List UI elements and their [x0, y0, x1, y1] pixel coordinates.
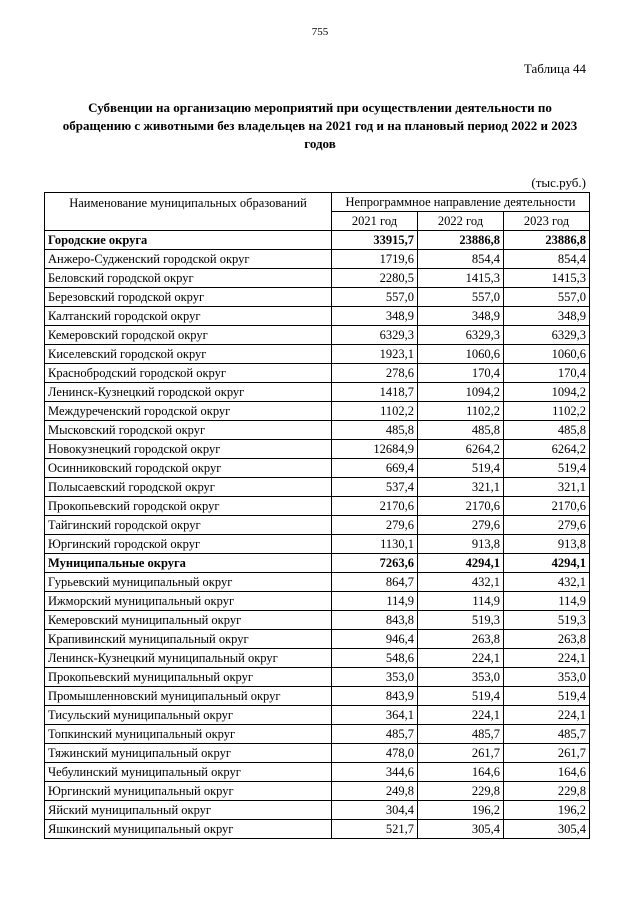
municipality-name: Ижморский муниципальный округ — [45, 592, 332, 611]
table-row — [45, 763, 590, 782]
value-2022: 305,4 — [418, 820, 504, 839]
value-2021: 33915,7 — [332, 231, 418, 250]
table-row — [45, 326, 590, 345]
value-2021: 278,6 — [332, 364, 418, 383]
table-row — [45, 307, 590, 326]
municipality-name: Калтанский городской округ — [45, 307, 332, 326]
table-row — [45, 725, 590, 744]
municipality-name: Осинниковский городской округ — [45, 459, 332, 478]
column-header-2021: 2021 год — [332, 212, 418, 231]
value-2023: 23886,8 — [504, 231, 590, 250]
value-2021: 946,4 — [332, 630, 418, 649]
table-row — [45, 706, 590, 725]
value-2022: 321,1 — [418, 478, 504, 497]
value-2022: 196,2 — [418, 801, 504, 820]
municipality-name: Березовский городской округ — [45, 288, 332, 307]
value-2022: 348,9 — [418, 307, 504, 326]
value-2022: 854,4 — [418, 250, 504, 269]
table-row — [45, 782, 590, 801]
units-label: (тыс.руб.) — [531, 175, 586, 190]
table-row — [45, 820, 590, 839]
value-2021: 521,7 — [332, 820, 418, 839]
value-2022: 432,1 — [418, 573, 504, 592]
table-row — [45, 440, 590, 459]
value-2022: 279,6 — [418, 516, 504, 535]
table-row — [45, 687, 590, 706]
table-row — [45, 649, 590, 668]
value-2023: 170,4 — [504, 364, 590, 383]
table-row — [45, 535, 590, 554]
value-2023: 519,3 — [504, 611, 590, 630]
value-2023: 1415,3 — [504, 269, 590, 288]
value-2022: 2170,6 — [418, 497, 504, 516]
value-2022: 1415,3 — [418, 269, 504, 288]
municipality-name: Новокузнецкий городской округ — [45, 440, 332, 459]
subsidy-table — [44, 192, 590, 839]
value-2022: 6264,2 — [418, 440, 504, 459]
value-2023: 4294,1 — [504, 554, 590, 573]
value-2021: 537,4 — [332, 478, 418, 497]
municipality-name: Муниципальные округа — [45, 554, 332, 573]
municipality-name: Юргинский городской округ — [45, 535, 332, 554]
table-row — [45, 421, 590, 440]
value-2021: 478,0 — [332, 744, 418, 763]
table-row — [45, 668, 590, 687]
value-2023: 432,1 — [504, 573, 590, 592]
value-2021: 843,8 — [332, 611, 418, 630]
municipality-name: Ленинск-Кузнецкий городской округ — [45, 383, 332, 402]
table-row — [45, 801, 590, 820]
value-2021: 7263,6 — [332, 554, 418, 573]
value-2023: 1102,2 — [504, 402, 590, 421]
value-2023: 164,6 — [504, 763, 590, 782]
table-row — [45, 288, 590, 307]
table-row — [45, 744, 590, 763]
column-header-name: Наименование муниципальных образований — [45, 193, 332, 231]
value-2022: 4294,1 — [418, 554, 504, 573]
municipality-name: Прокопьевский муниципальный округ — [45, 668, 332, 687]
table-row — [45, 402, 590, 421]
value-2023: 6329,3 — [504, 326, 590, 345]
value-2023: 321,1 — [504, 478, 590, 497]
value-2023: 114,9 — [504, 592, 590, 611]
value-2023: 519,4 — [504, 687, 590, 706]
table-row — [45, 250, 590, 269]
value-2023: 224,1 — [504, 649, 590, 668]
value-2022: 263,8 — [418, 630, 504, 649]
municipality-name: Прокопьевский городской округ — [45, 497, 332, 516]
table-row — [45, 497, 590, 516]
value-2021: 548,6 — [332, 649, 418, 668]
value-2023: 229,8 — [504, 782, 590, 801]
value-2022: 557,0 — [418, 288, 504, 307]
value-2023: 913,8 — [504, 535, 590, 554]
municipality-name: Гурьевский муниципальный округ — [45, 573, 332, 592]
table-row — [45, 478, 590, 497]
value-2021: 279,6 — [332, 516, 418, 535]
municipality-name: Ленинск-Кузнецкий муниципальный округ — [45, 649, 332, 668]
value-2022: 229,8 — [418, 782, 504, 801]
municipality-name: Кемеровский муниципальный округ — [45, 611, 332, 630]
value-2022: 23886,8 — [418, 231, 504, 250]
value-2021: 1418,7 — [332, 383, 418, 402]
value-2023: 261,7 — [504, 744, 590, 763]
table-row — [45, 516, 590, 535]
municipality-name: Тяжинский муниципальный округ — [45, 744, 332, 763]
table-row — [45, 573, 590, 592]
table-body — [45, 231, 590, 839]
municipality-name: Анжеро-Судженский городской округ — [45, 250, 332, 269]
municipality-name: Тисульский муниципальный округ — [45, 706, 332, 725]
value-2023: 224,1 — [504, 706, 590, 725]
value-2023: 557,0 — [504, 288, 590, 307]
value-2021: 557,0 — [332, 288, 418, 307]
municipality-name: Чебулинский муниципальный округ — [45, 763, 332, 782]
column-header-2022: 2022 год — [418, 212, 504, 231]
value-2022: 1102,2 — [418, 402, 504, 421]
value-2022: 224,1 — [418, 649, 504, 668]
value-2022: 114,9 — [418, 592, 504, 611]
municipality-name: Яшкинский муниципальный округ — [45, 820, 332, 839]
value-2023: 1060,6 — [504, 345, 590, 364]
value-2021: 114,9 — [332, 592, 418, 611]
value-2022: 1094,2 — [418, 383, 504, 402]
document-title: Субвенции на организацию мероприятий при осуществлении деятельности по обращению с животными без владельцев на 2021 год и на плановый период 2022 и 2023 годов — [62, 100, 578, 151]
value-2022: 913,8 — [418, 535, 504, 554]
value-2021: 1719,6 — [332, 250, 418, 269]
municipality-name: Тайгинский городской округ — [45, 516, 332, 535]
municipality-name: Юргинский муниципальный округ — [45, 782, 332, 801]
value-2022: 519,4 — [418, 687, 504, 706]
value-2021: 1130,1 — [332, 535, 418, 554]
value-2021: 348,9 — [332, 307, 418, 326]
table-group-row — [45, 231, 590, 250]
value-2023: 1094,2 — [504, 383, 590, 402]
municipality-name: Мысковский городской округ — [45, 421, 332, 440]
value-2021: 485,7 — [332, 725, 418, 744]
value-2021: 364,1 — [332, 706, 418, 725]
value-2021: 1102,2 — [332, 402, 418, 421]
value-2022: 164,6 — [418, 763, 504, 782]
value-2022: 353,0 — [418, 668, 504, 687]
table-row — [45, 364, 590, 383]
column-header-2023: 2023 год — [504, 212, 590, 231]
value-2023: 279,6 — [504, 516, 590, 535]
value-2021: 249,8 — [332, 782, 418, 801]
value-2021: 6329,3 — [332, 326, 418, 345]
value-2022: 224,1 — [418, 706, 504, 725]
municipality-name: Промышленновский муниципальный округ — [45, 687, 332, 706]
municipality-name: Яйский муниципальный округ — [45, 801, 332, 820]
municipality-name: Топкинский муниципальный округ — [45, 725, 332, 744]
table-row — [45, 592, 590, 611]
value-2021: 485,8 — [332, 421, 418, 440]
value-2022: 519,4 — [418, 459, 504, 478]
value-2021: 843,9 — [332, 687, 418, 706]
value-2023: 196,2 — [504, 801, 590, 820]
value-2021: 344,6 — [332, 763, 418, 782]
value-2023: 263,8 — [504, 630, 590, 649]
value-2023: 485,8 — [504, 421, 590, 440]
municipality-name: Городские округа — [45, 231, 332, 250]
municipality-name: Крапивинский муниципальный округ — [45, 630, 332, 649]
municipality-name: Киселевский городской округ — [45, 345, 332, 364]
column-header-direction: Непрограммное направление деятельности — [332, 193, 590, 212]
municipality-name: Полысаевский городской округ — [45, 478, 332, 497]
value-2021: 12684,9 — [332, 440, 418, 459]
value-2021: 669,4 — [332, 459, 418, 478]
value-2021: 353,0 — [332, 668, 418, 687]
value-2022: 6329,3 — [418, 326, 504, 345]
value-2022: 485,7 — [418, 725, 504, 744]
value-2022: 485,8 — [418, 421, 504, 440]
value-2023: 348,9 — [504, 307, 590, 326]
value-2023: 854,4 — [504, 250, 590, 269]
table-row — [45, 269, 590, 288]
value-2021: 2280,5 — [332, 269, 418, 288]
value-2022: 519,3 — [418, 611, 504, 630]
municipality-name: Краснобродский городской округ — [45, 364, 332, 383]
municipality-name: Кемеровский городской округ — [45, 326, 332, 345]
value-2021: 2170,6 — [332, 497, 418, 516]
table-row — [45, 611, 590, 630]
table-row — [45, 459, 590, 478]
value-2023: 353,0 — [504, 668, 590, 687]
value-2023: 305,4 — [504, 820, 590, 839]
table-row — [45, 345, 590, 364]
value-2023: 519,4 — [504, 459, 590, 478]
value-2023: 485,7 — [504, 725, 590, 744]
value-2021: 864,7 — [332, 573, 418, 592]
value-2022: 1060,6 — [418, 345, 504, 364]
table-row — [45, 630, 590, 649]
value-2023: 2170,6 — [504, 497, 590, 516]
page-number: 755 — [311, 26, 329, 38]
value-2021: 304,4 — [332, 801, 418, 820]
municipality-name: Беловский городской округ — [45, 269, 332, 288]
value-2022: 261,7 — [418, 744, 504, 763]
value-2021: 1923,1 — [332, 345, 418, 364]
value-2023: 6264,2 — [504, 440, 590, 459]
value-2022: 170,4 — [418, 364, 504, 383]
table-row — [45, 383, 590, 402]
table-group-row — [45, 554, 590, 573]
municipality-name: Междуреченский городской округ — [45, 402, 332, 421]
table-number: Таблица 44 — [523, 61, 586, 76]
